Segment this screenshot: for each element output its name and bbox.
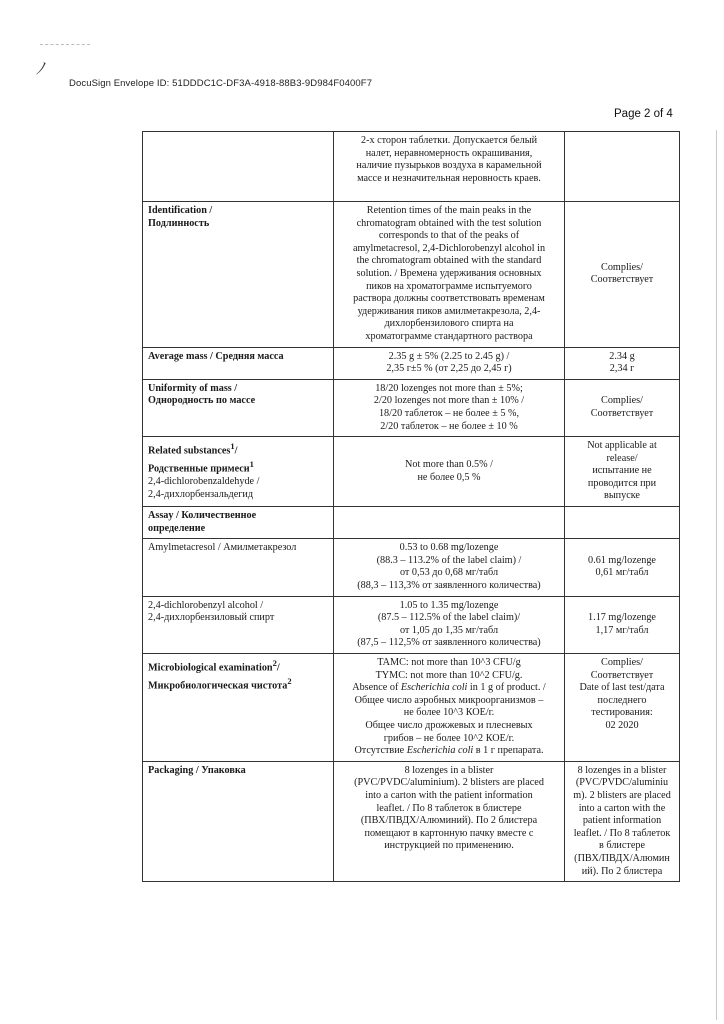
requirement-cell [334, 437, 565, 507]
result-cell [565, 596, 680, 653]
requirement-line: Отсутствие Escherichia coli в 1 г препарата. [354, 745, 544, 757]
requirement-cell [334, 596, 565, 653]
requirement-line: массе и незначительная неровность краев. [357, 172, 541, 184]
requirement-line: не более 0,5 % [417, 471, 481, 483]
requirement-line: (88.3 – 113.2% of the label claim) / [376, 554, 522, 566]
requirement-line: 1.05 to 1.35 mg/lozenge [399, 599, 499, 611]
requirement-line: дихлорбензилового спирта на [384, 318, 514, 330]
param-label: Подлинность [148, 217, 210, 229]
table-row-related-substances [143, 437, 680, 507]
requirement-line: налет, неравномерность окрашивания, [365, 147, 533, 159]
result-cell [565, 507, 680, 539]
param-sublabel: 2,4-dichlorobenzaldehyde / [148, 476, 260, 488]
requirement-line: solution. / Времена удерживания основных [356, 267, 542, 279]
requirement-line: пиков на хроматограмме испытуемого [366, 280, 532, 292]
table-row-uniformity [143, 379, 680, 436]
param-cell [143, 539, 334, 596]
requirement-cell [334, 347, 565, 379]
scan-dash-mark [40, 44, 90, 47]
requirement-line: 8 lozenges in a blister [404, 764, 494, 776]
param-label: Average mass / Средняя масса [148, 350, 284, 362]
footnote-ref: 1 [230, 441, 235, 452]
result-line: into a carton with the [578, 802, 666, 814]
param-label: Related substances$^1$/ [148, 441, 238, 457]
requirement-line: amylmetacresol, 2,4-Dichlorobenzyl alcohol in [352, 242, 546, 254]
requirement-line: 2/20 lozenges not more than ± 10% / [373, 395, 525, 407]
requirement-line: хроматограмме стандартного раствора [365, 330, 533, 342]
requirement-line: (87,5 – 112,5% от заявленного количества) [357, 637, 541, 649]
param-label: Однородность по массе [148, 395, 256, 407]
result-cell [565, 132, 680, 202]
result-line: 2.34 g [609, 350, 635, 362]
page-number: Page 2 of 4 [614, 108, 673, 120]
requirement-line: TAMC: not more than 10^3 CFU/g [377, 657, 521, 668]
result-line: Complies/ [601, 657, 643, 668]
param-sublabel: 2,4-дихлорбензальдегид [148, 488, 254, 500]
requirement-cell [334, 379, 565, 436]
param-cell [143, 347, 334, 379]
param-cell [143, 379, 334, 436]
requirement-cell [334, 539, 565, 596]
table-row-dichlorobenzyl-alcohol [143, 596, 680, 653]
requirement-line: 0.53 to 0.68 mg/lozenge [399, 542, 499, 554]
requirement-line: 2,35 г±5 % (от 2,25 до 2,45 г) [386, 363, 512, 375]
requirement-line: TYMC: not more than 10^2 CFU/g. [375, 669, 523, 681]
docusign-envelope-id: DocuSign Envelope ID: 51DDDC1C-DF3A-4918-88B3-9D984F0400F7 [69, 78, 373, 89]
result-cell [565, 654, 680, 762]
result-line: Not applicable at [587, 440, 657, 452]
scan-edge-line [716, 130, 717, 1020]
result-line: Соответствует [590, 407, 654, 419]
requirement-line: наличие пузырьков воздуха в карамельной [356, 160, 542, 172]
result-cell [565, 437, 680, 507]
requirement-line: the chromatogram obtained with the standard [356, 255, 542, 267]
result-line: Соответствует [590, 274, 654, 286]
param-cell [143, 202, 334, 348]
result-line: patient information [582, 815, 662, 827]
result-line: 8 lozenges in a blister [577, 764, 667, 776]
table-row-assay [143, 507, 680, 539]
requirement-cell [334, 132, 565, 202]
requirement-line: (87.5 – 112.5% of the label claim)/ [377, 612, 521, 624]
result-line: 0,61 мг/табл [595, 567, 649, 579]
requirement-line: into a carton with the patient information [365, 789, 533, 801]
param-cell [143, 654, 334, 762]
param-cell [143, 596, 334, 653]
result-line: 1.17 mg/lozenge [588, 612, 656, 624]
result-line: Соответствует [590, 669, 654, 681]
requirement-cell [334, 654, 565, 762]
param-cell [143, 437, 334, 507]
requirement-line: инструкцией по применению. [384, 840, 514, 852]
requirement-line: 2-х сторон таблетки. Допускается белый [360, 135, 538, 146]
requirement-cell [334, 507, 565, 539]
requirement-line: (ПВХ/ПВДХ/Алюминий). По 2 блистера [360, 815, 538, 827]
requirement-line: leaflet. / По 8 таблеток в блистере [376, 802, 522, 814]
table-row-appearance-continued [143, 132, 680, 202]
requirement-line: от 1,05 до 1,35 мг/табл [399, 624, 499, 636]
footnote-ref: 1 [249, 459, 254, 470]
param-label: Packaging / Упаковка [148, 764, 246, 776]
result-line: Complies/ [601, 395, 643, 407]
requirement-line: corresponds to that of the peaks of [378, 230, 520, 242]
requirement-line: от 0,53 до 0,68 мг/табл [399, 567, 499, 579]
result-line: release/ [606, 452, 638, 464]
table-row-average-mass [143, 347, 680, 379]
param-cell [143, 132, 334, 202]
param-cell [143, 507, 334, 539]
footnote-ref: 2 [287, 675, 292, 686]
requirement-cell [334, 761, 565, 881]
result-line: (PVC/PVDC/aluminiu [575, 777, 669, 789]
table-row-microbiological [143, 654, 680, 762]
requirement-line: (88,3 – 113,3% от заявленного количества) [357, 580, 541, 592]
result-line: в блистере [599, 840, 645, 852]
requirement-cell [334, 202, 565, 348]
requirement-line: 2.35 g ± 5% (2.25 to 2.45 g) / [388, 350, 510, 362]
param-cell [143, 761, 334, 881]
requirement-line: Absence of Escherichia coli in 1 g of product. / [352, 682, 546, 694]
footnote-ref: 2 [272, 658, 277, 668]
param-label: 2,4-dichlorobenzyl alcohol / [148, 599, 264, 611]
requirement-line: (PVC/PVDC/aluminium). 2 blisters are placed [354, 777, 544, 789]
param-label: определение [148, 522, 206, 534]
param-label: Родственные примеси$^1$ [148, 459, 254, 475]
requirement-line: 2/20 таблеток – не более ± 10 % [380, 420, 518, 432]
result-cell [565, 202, 680, 348]
result-line: Complies/ [601, 261, 643, 273]
param-label: Микробиологическая чистота$^2$ [148, 675, 292, 692]
param-label: Microbiological examination$^2$/ [148, 658, 280, 674]
result-cell [565, 347, 680, 379]
result-line: (ПВХ/ПВДХ/Алюмин [574, 852, 670, 864]
param-label: Uniformity of mass / [148, 382, 238, 394]
table-row-identification [143, 202, 680, 348]
param-label: Identification / [148, 205, 213, 216]
result-cell [565, 379, 680, 436]
table-row-packaging [143, 761, 680, 881]
result-line: ий). По 2 блистера [581, 865, 663, 877]
result-line: leaflet. / По 8 таблеток [573, 827, 671, 839]
requirement-line: грибов – не более 10^2 КОЕ/г. [383, 732, 515, 744]
result-line: выпуске [604, 490, 640, 502]
requirement-line: 18/20 lozenges not more than ± 5%; [375, 382, 523, 394]
result-line: 1,17 мг/табл [595, 624, 649, 636]
result-line: последнего [597, 694, 647, 706]
requirement-line: Not more than 0.5% / [405, 458, 493, 470]
result-line: 02 2020 [605, 719, 639, 731]
requirement-line: 18/20 таблеток – не более ± 5 %, [378, 407, 520, 419]
result-line: m). 2 blisters are placed [573, 789, 671, 801]
result-line: Date of last test/дата [579, 682, 665, 694]
requirement-line: Общее число аэробных микроорганизмов – [354, 694, 544, 706]
result-cell [565, 539, 680, 596]
specification-table [142, 131, 680, 882]
requirement-line: Retention times of the main peaks in the [366, 205, 532, 216]
result-line: 0.61 mg/lozenge [588, 554, 656, 566]
handwritten-mark: ﾉ [36, 59, 45, 78]
requirement-line: chromatogram obtained with the test solution [356, 217, 542, 229]
param-label: Amylmetacresol / Амилметакрезол [148, 542, 297, 554]
result-line: испытание не [592, 465, 652, 477]
requirement-line: Общее число дрожжевых и плесневых [365, 719, 533, 731]
requirement-line: удерживания пиков амилметакрезола, 2,4- [357, 305, 541, 317]
param-label: 2,4-дихлорбензиловый спирт [148, 612, 275, 624]
requirement-line: помещают в картонную пачку вместе с [364, 827, 534, 839]
result-cell [565, 761, 680, 881]
requirement-line: раствора должны соответствовать временам [353, 293, 545, 305]
table-row-amylmetacresol [143, 539, 680, 596]
param-label: Assay / Количественное [148, 510, 257, 522]
result-line: проводится при [587, 477, 657, 489]
result-line: тестирования: [591, 707, 653, 719]
result-line: 2,34 г [609, 363, 635, 375]
requirement-line: не более 10^3 КОЕ/г. [403, 707, 495, 719]
